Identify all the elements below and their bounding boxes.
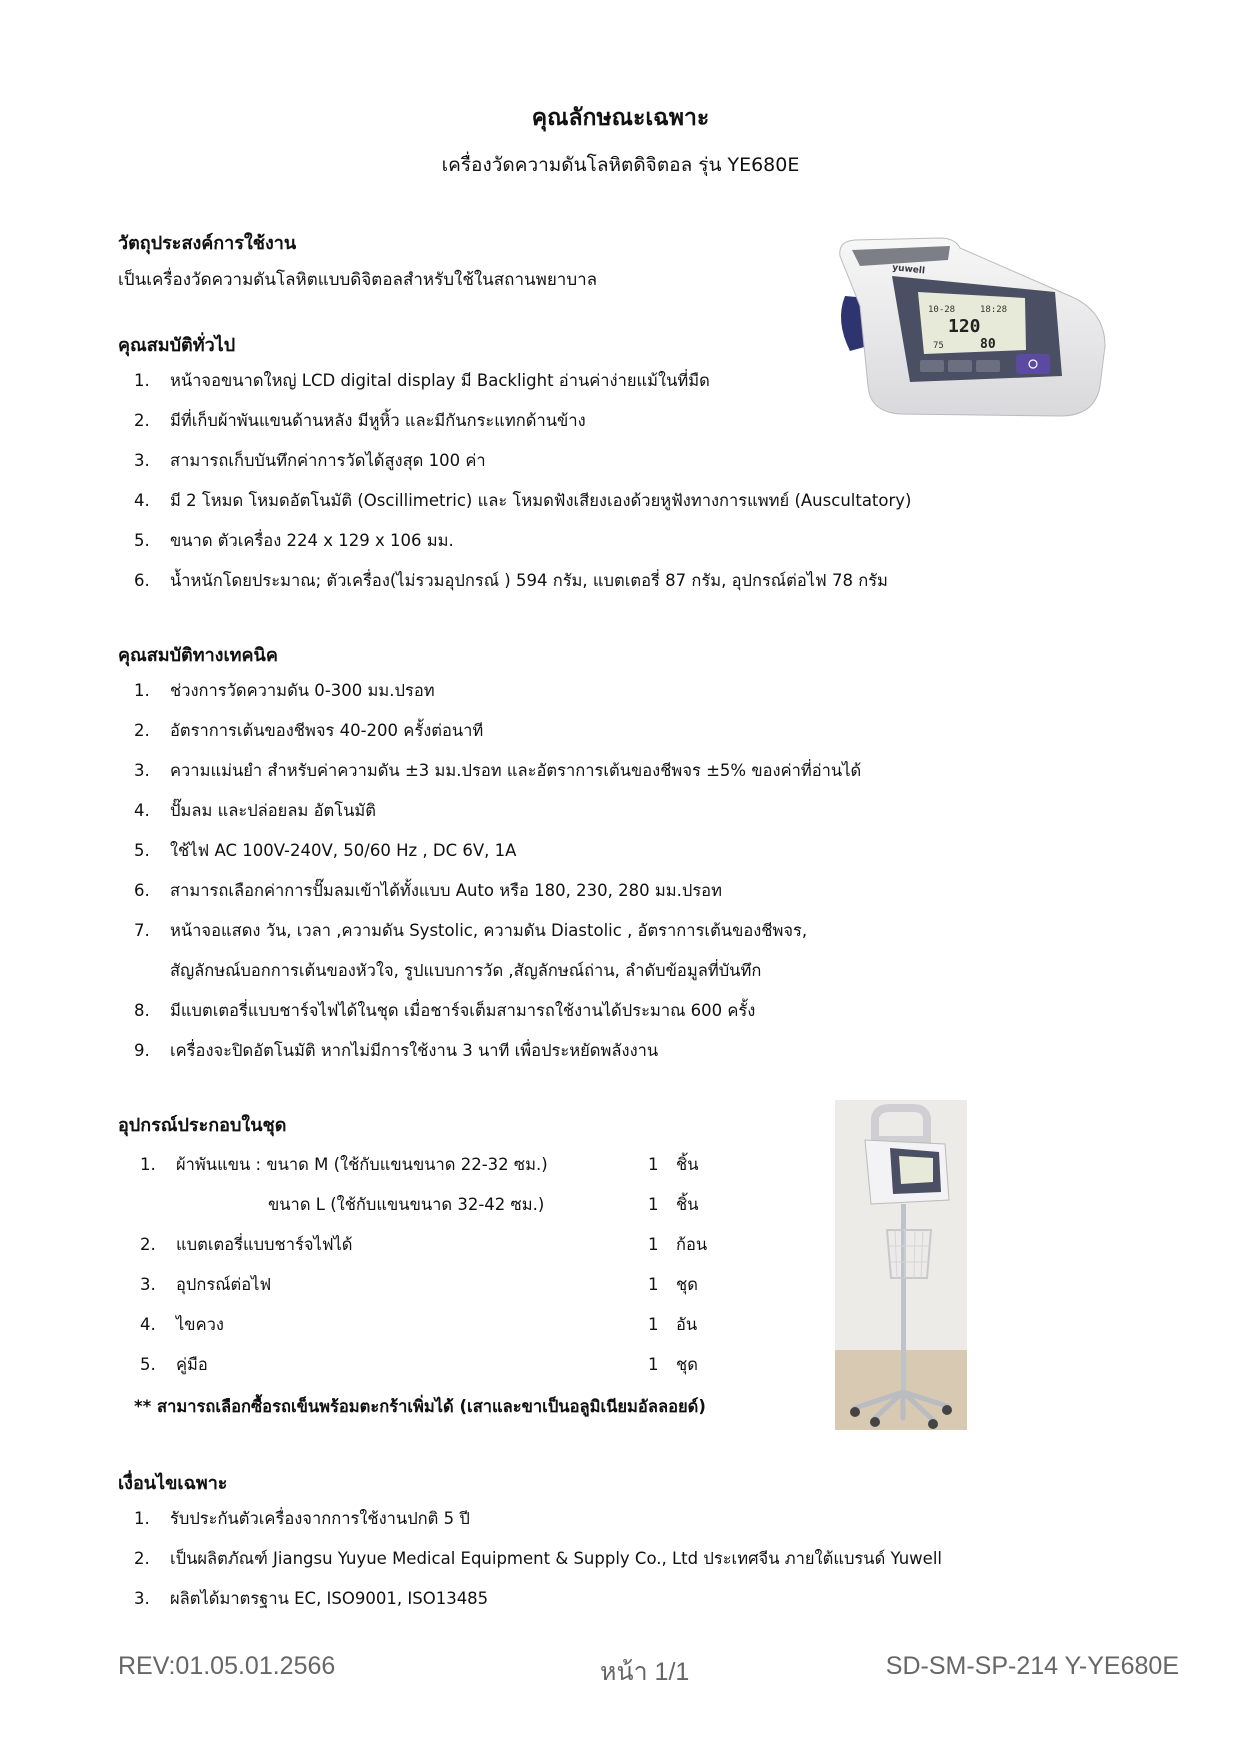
lcd-date: 10-28 [928,305,956,315]
footer-page-number: หน้า 1/1 [600,1658,690,1686]
equipment-row: 3. อุปกรณ์ต่อไฟ 1 ชุด [140,1275,698,1294]
equipment-row: ขนาด L (ใช้กับแขนขนาด 32-42 ซม.) 1 ชิ้น [268,1195,699,1214]
blood-pressure-monitor-image [830,236,1110,446]
document-title: คุณลักษณะเฉพาะ [531,105,710,131]
document-subtitle: เครื่องวัดความดันโลหิตดิจิตอล รุ่น YE680E [441,154,800,176]
equipment-heading: อุปกรณ์ประกอบในชุด [118,1115,287,1136]
equipment-row: 4. ไขควง 1 อัน [140,1315,698,1334]
technical-heading: คุณสมบัติทางเทคนิค [118,645,278,666]
footer-revision: REV:01.05.01.2566 [118,1652,336,1680]
footer-document-code: SD-SM-SP-214 Y-YE680E [885,1652,1179,1680]
cart-note: ** สามารถเลือกซื้อรถเข็นพร้อมตะกร้าเพิ่มได้ (เสาและขาเป็นอลูมิเนียมอัลลอยด์) [134,1397,706,1416]
general-heading: คุณสมบัติทั่วไป [118,335,236,356]
lcd-systolic: 120 [948,316,981,337]
lcd-pulse: 75 [933,341,944,351]
equipment-row: 2. แบตเตอรี่แบบชาร์จไฟได้ 1 ก้อน [140,1235,708,1254]
purpose-heading: วัตถุประสงค์การใช้งาน [118,233,297,254]
equipment-row: 1. ผ้าพันแขน : ขนาด M (ใช้กับแขนขนาด 22-32 ซม.) 1 ชิ้น [140,1155,699,1174]
conditions-heading: เงื่อนไขเฉพาะ [118,1473,228,1494]
lcd-time: 18:28 [980,305,1008,315]
equipment-list [140,1150,710,1390]
purpose-text: เป็นเครื่องวัดความดันโลหิตแบบดิจิตอลสำหรับใช้ในสถานพยาบาล [118,270,598,290]
document-page: คุณลักษณะเฉพาะ เครื่องวัดความดันโลหิตดิจิตอล รุ่น YE680E วัตถุประสงค์การใช้งาน เป็นเครื่องวัดความดันโลหิตแบบดิจิตอลสำหรับใช้ในสถานพยาบาล 10-28 18:28 120 80 75 yuwell คุณสมบัติทั่วไป 1. หน้าจอขนาดใหญ่ LCD digital display มี Backlight อ่านค่าง่ายแม้ในที่มืด 2. มีที่เก็บผ้าพันแขนด้านหลัง มีหูหิ้ว และมีกันกระแทกด้านข้าง 3. สามารถเก็บบันทึกค่าการวัดได้สูงสุด 100 ค่า 4. มี 2 โหมด โหมดอัตโนมัติ (Oscillimetric) และ โหมดฟังเสียงเองด้วยหูฟังทางการแพทย์ (Auscultatory) 5. ขนาด ตัวเครื่อง 224 x 129 x 106 มม. 6. น้ำหนักโดยประมาณ; ตัวเครื่อง(ไม่รวมอุปกรณ์ ) 594 กรัม, แบตเตอรี่ 87 กรัม, อุปกรณ์ต่อไฟ 78 กรัม คุณสมบัติทางเทคนิค 1. ช่วงการวัดความดัน 0-300 มม.ปรอท 2. อัตราการเต้นของชีพจร 40-200 ครั้งต่อนาที 3. ความแม่นยำ สำหรับค่าความดัน ±3 มม.ปรอท และอัตราการเต้นของชีพจร ±5% ของค่าที่อ่านได้ 4. ปั๊มลม และปล่อยลม อัตโนมัติ 5. ใช้ไฟ AC 100V-240V, 50/60 Hz , DC 6V, 1A 6. สามารถเลือกค่าการปั๊มลมเข้าได้ทั้งแบบ Auto หรือ 180, 230, 280 มม.ปรอท 7. หน้าจอแสดง วัน, เวลา ,ความดัน Systolic, ความดัน Diastolic , อัตราการเต้นของชีพจร, สัญลักษณ์บอกการเต้นของหัวใจ, รูปแบบการวัด ,สัญลักษณ์ถ่าน, ลำดับข้อมูลที่บันทึก 8. มีแบตเตอรี่แบบชาร์จไฟได้ในชุด เมื่อชาร์จเต็มสามารถใช้งานได้ประมาณ 600 ครั้ง 9. เครื่องจะปิดอัตโนมัติ หากไม่มีการใช้งาน 3 นาที เพื่อประหยัดพลังงาน อุปกรณ์ประกอบในชุด 1. ผ้าพันแขน : ขนาด M (ใช้กับแขนขนาด 22-32 ซม.) 1 ชิ้น ขนาด L (ใช้กับแขนขนาด 32-42 ซม.) 1 ชิ้น 2. แบตเตอรี่แบบชาร์จไฟได้ 1 ก้อน 3. อุปกรณ์ต่อไฟ 1 ชุด 4. ไขควง 1 อัน 5. คู่มือ 1 ชุด ** สามารถเลือกซื้อรถเข็นพร้อมตะกร้าเพิ่มได้ (เสาและขาเป็นอลูมิเนียมอัลลอยด์) เงื่อนไขเฉพาะ 1. รับประกันตัวเครื่องจากการใช้งานปกติ 5 ปี 2. เป็นผลิตภัณฑ์ Jiangsu Yuyue Medical Equipment & Supply Co., Ltd ประเทศจีน ภายใต้แบรนด์ Yuwell 3. ผลิตได้มาตรฐาน EC, ISO9001, ISO13485 REV:01.05.01.2566 หน้า 1/1 SD-SM-SP-214 Y-YE680E [0,0,1241,1754]
equipment-row: 5. คู่มือ 1 ชุด [140,1355,698,1374]
brand-logo: yuwell [891,263,926,277]
lcd-diastolic: 80 [980,337,996,352]
rolling-stand-image [835,1100,967,1430]
